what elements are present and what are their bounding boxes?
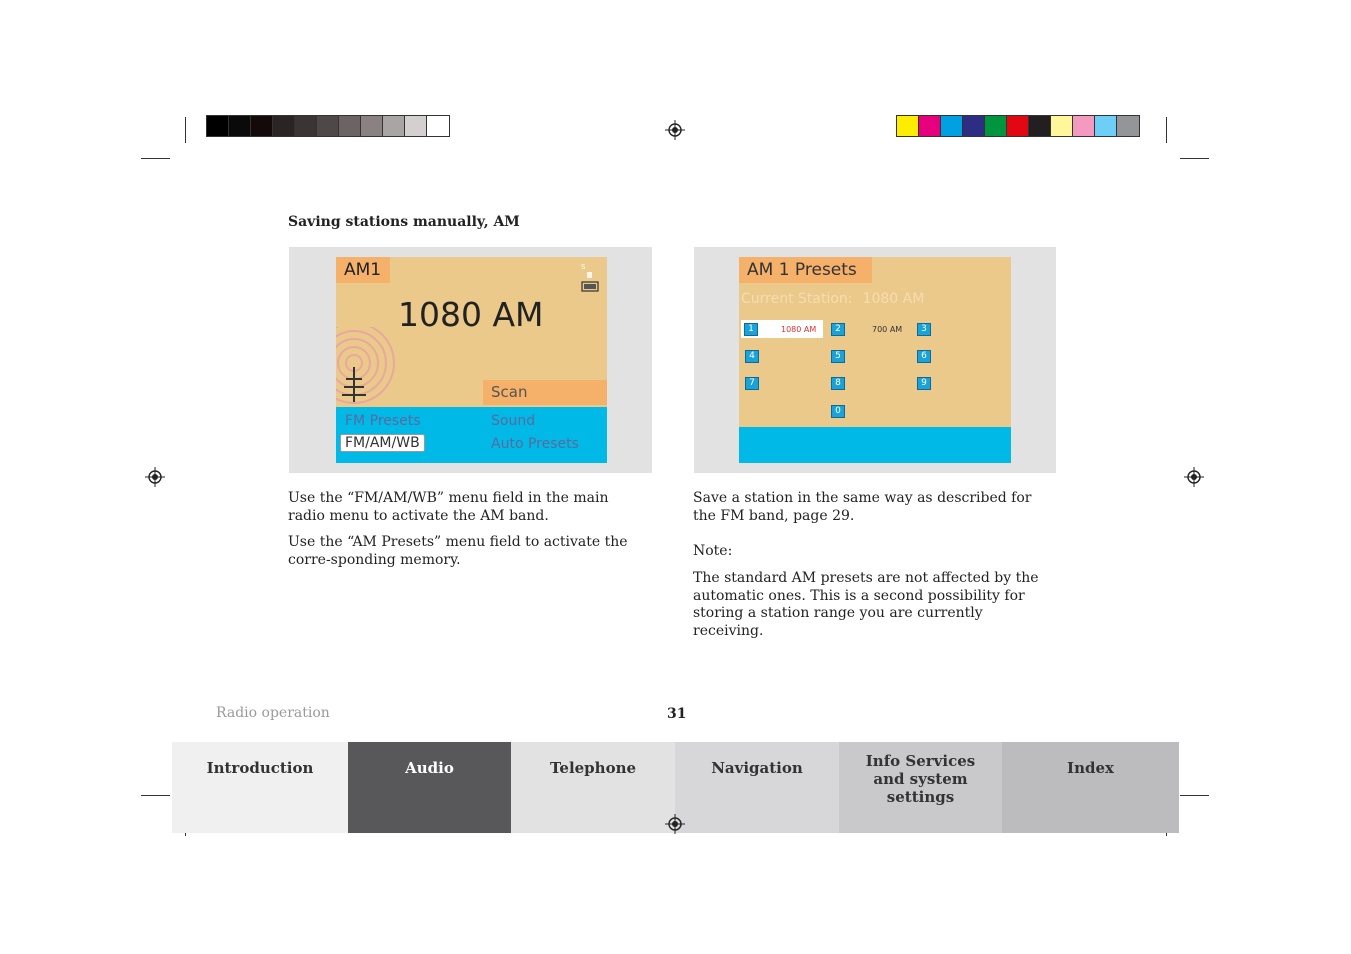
tab-telephone[interactable]: Telephone <box>511 742 675 833</box>
preset-number[interactable]: 6 <box>917 350 931 363</box>
color-swatch <box>295 116 317 136</box>
registration-mark-icon <box>665 120 685 140</box>
color-swatch <box>941 116 963 136</box>
color-swatch <box>251 116 273 136</box>
preset-number[interactable]: 7 <box>745 377 759 390</box>
color-swatch <box>1073 116 1095 136</box>
page-number: 31 <box>667 706 687 722</box>
presets-display <box>739 257 1011 463</box>
gray-color-bar <box>206 115 450 137</box>
current-station-label: Current Station: <box>741 291 853 307</box>
tab-info-services[interactable]: Info Services and system settings <box>839 742 1002 833</box>
color-swatch <box>427 116 449 136</box>
color-swatch <box>361 116 383 136</box>
note-label: Note: <box>693 543 733 559</box>
color-swatch <box>897 116 919 136</box>
crop-mark <box>185 117 186 143</box>
color-swatch <box>1007 116 1029 136</box>
current-station-readout <box>741 291 924 307</box>
svg-text:S: S <box>581 263 586 271</box>
color-swatch <box>383 116 405 136</box>
auto-presets-menu-item[interactable]: Auto Presets <box>491 436 579 452</box>
color-swatch <box>963 116 985 136</box>
current-station-value: 1080 AM <box>862 291 925 307</box>
crop-mark <box>141 158 170 159</box>
crop-mark <box>141 795 170 796</box>
preset-number[interactable]: 5 <box>831 350 845 363</box>
note-paragraph: The standard AM presets are not affected by the automatic ones. This is a second possibility for storing a station range you are currently receiving. <box>693 570 1039 639</box>
preset-number[interactable]: 2 <box>831 323 845 336</box>
color-swatch <box>919 116 941 136</box>
crop-mark <box>1166 117 1167 143</box>
preset-number[interactable]: 3 <box>917 323 931 336</box>
registration-mark-icon <box>1184 467 1204 487</box>
presets-screenshot <box>694 247 1056 473</box>
section-footer-label: Radio operation <box>216 705 330 721</box>
crop-mark <box>1180 158 1209 159</box>
color-swatch <box>1117 116 1139 136</box>
color-swatch <box>207 116 229 136</box>
section-heading: Saving stations manually, AM <box>288 214 520 230</box>
color-swatch <box>1029 116 1051 136</box>
registration-mark-icon <box>145 467 165 487</box>
color-swatch <box>1095 116 1117 136</box>
preset-value: 1080 AM <box>781 325 817 334</box>
preset-value: 700 AM <box>872 325 903 334</box>
tab-index[interactable]: Index <box>1002 742 1179 833</box>
frequency-display: 1080 AM <box>398 295 544 334</box>
preset-number[interactable]: 9 <box>917 377 931 390</box>
radio-screenshot-main <box>289 247 652 473</box>
sound-menu-item[interactable]: Sound <box>491 413 536 429</box>
tab-navigation[interactable]: Navigation <box>675 742 839 833</box>
scan-menu-item[interactable]: Scan <box>483 380 607 405</box>
color-swatch <box>229 116 251 136</box>
radio-menu-bar <box>336 407 607 463</box>
process-color-bar <box>896 115 1140 137</box>
preset-number[interactable]: 4 <box>745 350 759 363</box>
radio-display <box>336 257 607 463</box>
band-label: AM1 <box>336 257 390 283</box>
color-swatch <box>317 116 339 136</box>
color-swatch <box>339 116 361 136</box>
signal-strength-icon <box>579 260 601 294</box>
color-swatch <box>985 116 1007 136</box>
fm-am-wb-menu-item[interactable]: FM/AM/WB <box>340 434 425 452</box>
color-swatch <box>273 116 295 136</box>
instruction-paragraph: Use the “FM/AM/WB” menu field in the main radio menu to activate the AM band. <box>288 490 609 524</box>
color-swatch <box>405 116 427 136</box>
instruction-paragraph: Use the “AM Presets” menu field to activate the corre-sponding memory. <box>288 534 628 568</box>
preset-number[interactable]: 0 <box>831 405 845 418</box>
preset-number[interactable]: 1 <box>744 323 758 336</box>
preset-number[interactable]: 8 <box>831 377 845 390</box>
fm-presets-menu-item[interactable]: FM Presets <box>345 413 421 429</box>
tab-audio[interactable]: Audio <box>348 742 511 833</box>
crop-mark <box>1180 795 1209 796</box>
instruction-paragraph: Save a station in the same way as described for the FM band, page 29. <box>693 490 1032 524</box>
color-swatch <box>1051 116 1073 136</box>
registration-mark-icon <box>665 814 685 834</box>
presets-menu-bar <box>739 427 1011 463</box>
tab-introduction[interactable]: Introduction <box>172 742 348 833</box>
presets-title: AM 1 Presets <box>739 257 872 283</box>
antenna-broadcast-icon <box>336 327 398 407</box>
